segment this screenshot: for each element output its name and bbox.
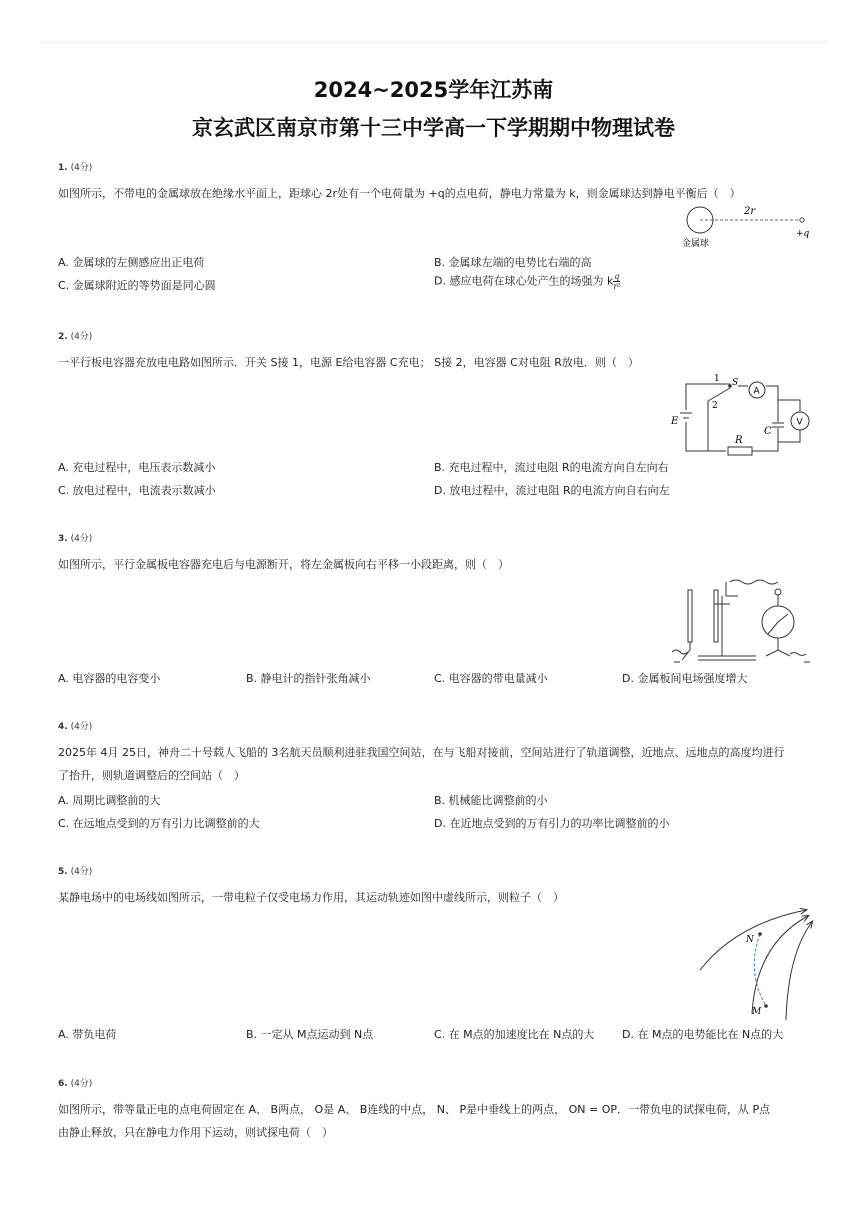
q2-option-c: C. 放电过程中，电流表示数减小 (58, 484, 216, 497)
q4-option-c: C. 在远地点受到的万有引力比调整前的大 (58, 817, 260, 830)
q2-header (58, 329, 92, 342)
q5-option-d: D. 在 M点的电势能比在 N点的大 (622, 1028, 784, 1041)
q3-score: (4分) (70, 534, 93, 544)
contact-2-label: 2 (712, 401, 718, 411)
q5-score: (4分) (70, 867, 93, 877)
q4-stem-line1: 2025年 4月 25日，神舟二十号载人飞船的 3名航天员顺利进驻我国空间站，在与飞船对接前，空间站进行了轨道调整，近地点、远地点的高度均进行 (58, 746, 785, 759)
contact-1-label: 1 (714, 374, 720, 384)
q1-option-d-text: D. 感应电荷在球心处产生的场强为 k (434, 274, 614, 288)
q5-header (58, 864, 92, 877)
q5-number: 5. (58, 867, 68, 877)
q1-option-c: C. 金属球附近的等势面是同心圆 (58, 279, 216, 292)
q3-stem: 如图所示，平行金属板电容器充电后与电源断开，将左金属板向右平移一小段距离，则（ ） (58, 558, 509, 571)
q1-stem: 如图所示，不带电的金属球放在绝缘水平面上，距球心 2r处有一个电荷量为 +q的点电荷，静电力常量为 k，则金属球达到静电平衡后（ ） (58, 187, 741, 200)
q1-number: 1. (58, 163, 68, 173)
label-2r: 2r (744, 206, 756, 217)
page-title-line2: 京玄武区南京市第十三中学高一下学期期中物理试卷 (192, 116, 675, 140)
fraction-numerator: q (614, 272, 620, 281)
ammeter-label: A (753, 386, 760, 397)
q4-option-d: D. 在近地点受到的万有引力的功率比调整前的小 (434, 817, 670, 830)
q2-stem: 一平行板电容器充放电电路如图所示．开关 S接 1，电源 E给电容器 C充电； S接 2，电容器 C对电阻 R放电．则（ ） (58, 356, 639, 369)
battery-label: E (671, 416, 679, 427)
q3-option-b: B. 静电计的指针张角减小 (246, 672, 371, 685)
label-m: M (752, 1007, 762, 1017)
q6-stem-line2: 由静止释放，只在静电力作用下运动，则试探电荷（ ） (58, 1126, 333, 1139)
q4-option-b: B. 机械能比调整前的小 (434, 794, 548, 807)
resistor-r (728, 447, 752, 455)
fraction-denominator: r² (613, 282, 621, 291)
label-charge: +q (796, 229, 810, 239)
q5-stem: 某静电场中的电场线如图所示，一带电粒子仅受电场力作用，其运动轨迹如图中虚线所示，则粒子（ ） (58, 891, 564, 904)
q3-option-a: A. 电容器的电容变小 (58, 672, 161, 685)
label-n: N (746, 935, 754, 945)
q2-score: (4分) (70, 332, 93, 342)
q3-header (58, 531, 92, 544)
q5-option-b: B. 一定从 M点运动到 N点 (246, 1028, 374, 1041)
trajectory-dashed (754, 934, 766, 1006)
q2-option-b: B. 充电过程中，流过电阻 R的电流方向自左向右 (434, 461, 669, 474)
q5-option-a: A. 带负电荷 (58, 1028, 117, 1041)
q4-number: 4. (58, 722, 68, 732)
label-metal-ball: 金属球 (682, 239, 710, 249)
header-divider (40, 42, 827, 43)
q6-number: 6. (58, 1079, 68, 1089)
capacitor-label: C (764, 426, 772, 437)
q6-stem-line1: 如图所示，带等量正电的点电荷固定在 A、 B两点， O是 A、 B连线的中点， N、 P是中垂线上的两点， ON = OP．一带负电的试探电荷，从 P点 (58, 1103, 771, 1116)
q2-circuit-figure (668, 372, 818, 456)
q2-option-a: A. 充电过程中，电压表示数减小 (58, 461, 216, 474)
q1-option-d-fraction (613, 272, 620, 291)
point-n (758, 932, 762, 936)
field-line-right (786, 922, 812, 1020)
q5-option-c: C. 在 M点的加速度比在 N点的大 (434, 1028, 595, 1041)
field-line-middle (752, 916, 808, 1014)
q1-figure (678, 202, 818, 250)
q4-option-a: A. 周期比调整前的大 (58, 794, 161, 807)
switch-label: S (732, 378, 739, 388)
q1-score: (4分) (70, 163, 93, 173)
q1-option-a: A. 金属球的左侧感应出正电荷 (58, 256, 205, 269)
q4-header (58, 719, 92, 732)
q2-number: 2. (58, 332, 68, 342)
point-m (764, 1004, 768, 1008)
page-title-line1: 2024~2025学年江苏南 (313, 78, 554, 102)
point-charge (800, 218, 804, 222)
q3-option-d: D. 金属板间电场强度增大 (622, 672, 748, 685)
q6-score: (4分) (70, 1079, 93, 1089)
q3-capacitor-electrometer-figure (666, 574, 814, 666)
q3-number: 3. (58, 534, 68, 544)
q3-option-c: C. 电容器的带电量减小 (434, 672, 548, 685)
q4-stem-line2: 了抬升，则轨道调整后的空间站（ ） (58, 769, 245, 782)
voltmeter-label: V (796, 417, 803, 428)
q1-option-b: B. 金属球左端的电势比右端的高 (434, 256, 592, 269)
q1-header (58, 160, 92, 173)
q1-option-d (434, 272, 620, 291)
q5-field-lines-figure (696, 904, 816, 1022)
q6-header (58, 1076, 92, 1089)
q4-score: (4分) (70, 722, 93, 732)
resistor-label: R (735, 435, 743, 446)
q2-option-d: D. 放电过程中，流过电阻 R的电流方向自右向左 (434, 484, 670, 497)
